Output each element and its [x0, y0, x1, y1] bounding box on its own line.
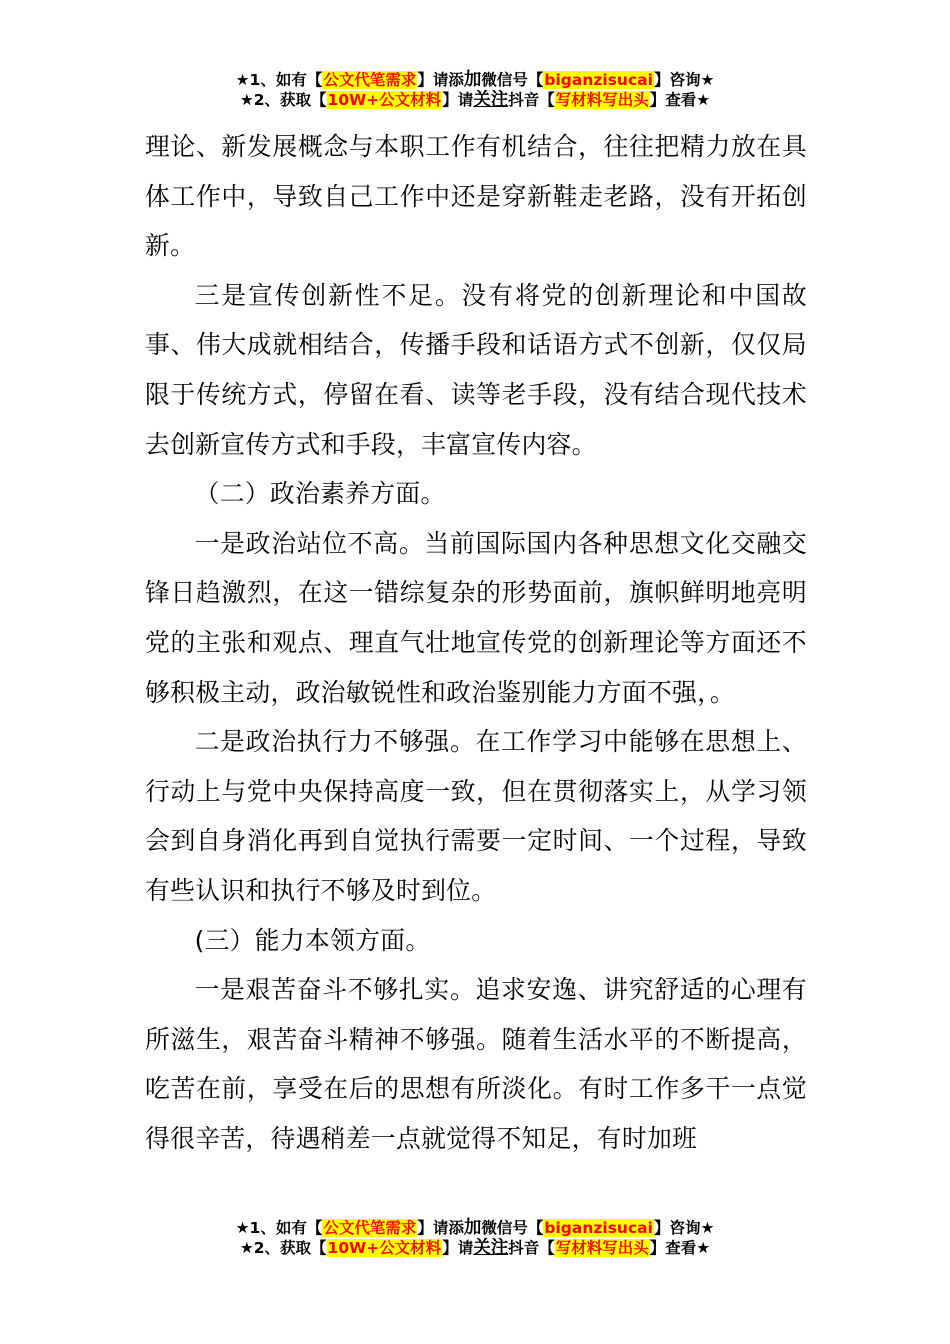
- paragraph: 理论、新发展概念与本职工作有机结合，往往把精力放在具体工作中，导致自己工作中还是穿新鞋走老路，没有开拓创新。: [145, 132, 807, 261]
- footer-banner: [0, 1218, 950, 1258]
- paragraph: 一是艰苦奋斗不够扎实。追求安逸、讲究舒适的心理有所滋生，艰苦奋斗精神不够强。随着生活水平的不断提高，吃苦在前，享受在后的思想有所淡化。有时工作多干一点觉得很辛苦，待遇稍差一点就觉得不知足，有时加班: [145, 975, 807, 1153]
- banner-text: ★2、获取【: [239, 91, 327, 109]
- banner-line-1: [0, 1218, 950, 1238]
- banner-text: 】咨询★: [653, 71, 715, 89]
- paragraph: 二是政治执行力不够强。在工作学习中能够在思想上、行动上与党中央保持高度一致，但在贯彻落实上，从学习领会到自身消化再到自觉执行需要一定时间、一个过程，导致有些认识和执行不够及时到位。: [145, 727, 807, 905]
- highlight-wechat-id: biganzisucai: [544, 1219, 653, 1237]
- banner-text: 加: [463, 70, 482, 90]
- banner-line-1: [0, 70, 950, 90]
- banner-text: ★1、如有【: [235, 1219, 323, 1237]
- banner-line-2: [0, 90, 950, 110]
- banner-text: 微信号【: [481, 1219, 544, 1237]
- banner-text: 】查看★: [649, 91, 711, 109]
- highlight-wechat-id: biganzisucai: [544, 71, 653, 89]
- banner-text: 微信号【: [481, 71, 544, 89]
- section-heading: （二）政治素养方面。: [194, 479, 446, 509]
- banner-text: 】查看★: [649, 1239, 711, 1257]
- banner-text: 】请: [442, 91, 474, 109]
- paragraph: 三是宣传创新性不足。没有将党的创新理论和中国故事、伟大成就相结合，传播手段和话语方式不创新，仅仅局限于传统方式，停留在看、读等老手段，没有结合现代技术去创新宣传方式和手段，丰富宣传内容。: [145, 280, 807, 459]
- highlight-materials: 10W+公文材料: [327, 1239, 442, 1257]
- banner-text: 抖音【: [508, 91, 555, 109]
- banner-text: 】请添: [417, 71, 464, 89]
- section-heading: (三）能力本领方面。: [194, 925, 431, 955]
- highlight-douyin: 写材料写出头: [555, 91, 649, 109]
- highlight-ghostwriting: 公文代笔需求: [323, 71, 417, 89]
- highlight-ghostwriting: 公文代笔需求: [323, 1219, 417, 1237]
- banner-text: 】请: [442, 1239, 474, 1257]
- banner-text: ★1、如有【: [235, 71, 323, 89]
- banner-text: 关注: [473, 90, 509, 110]
- banner-text: 抖音【: [508, 1239, 555, 1257]
- banner-text: ★2、获取【: [239, 1239, 327, 1257]
- header-banner: [0, 70, 950, 110]
- document-body: [145, 122, 807, 1163]
- banner-text: 加: [463, 1218, 482, 1238]
- banner-text: 关注: [473, 1238, 509, 1258]
- banner-text: 】请添: [417, 1219, 464, 1237]
- highlight-materials: 10W+公文材料: [327, 91, 442, 109]
- banner-text: 】咨询★: [653, 1219, 715, 1237]
- banner-line-2: [0, 1238, 950, 1258]
- highlight-douyin: 写材料写出头: [555, 1239, 649, 1257]
- paragraph: 一是政治站位不高。当前国际国内各种思想文化交融交锋日趋激烈，在这一错综复杂的形势面前，旗帜鲜明地亮明党的主张和观点、理直气壮地宣传党的创新理论等方面还不够积极主动，政治敏锐性和政治鉴别能力方面不强，。: [145, 528, 807, 707]
